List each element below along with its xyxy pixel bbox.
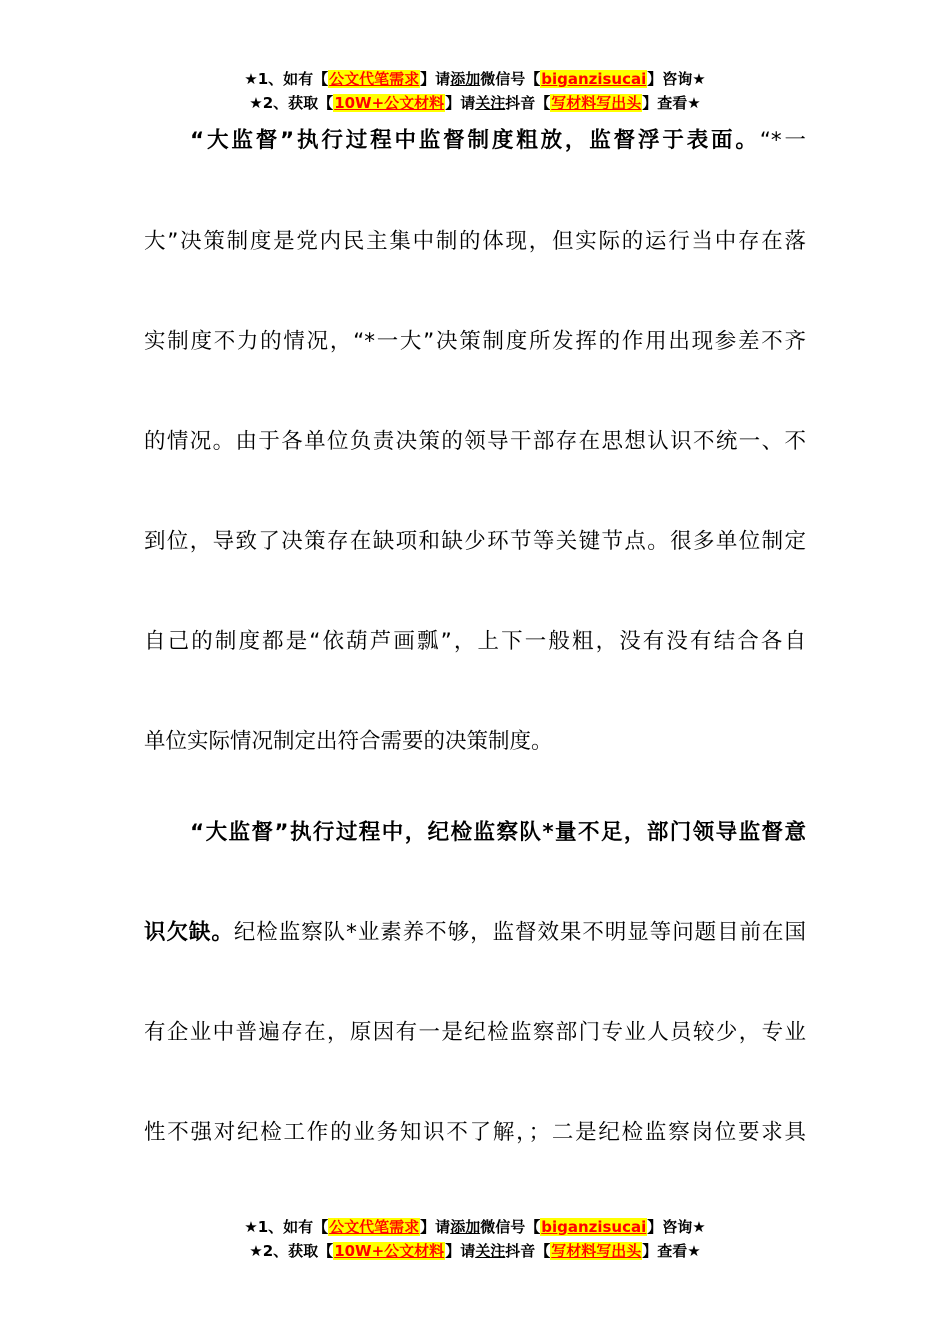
banner-underline: 添加 — [450, 70, 481, 88]
banner-text: 】请 — [420, 1218, 451, 1236]
banner-highlight-service: 公文代笔需求 — [329, 1218, 420, 1236]
banner-text: 】请 — [445, 1242, 476, 1260]
paragraph-1-line-7: 单位实际情况制定出符合需要的决策制度。 — [144, 729, 553, 754]
banner-highlight-wechat: biganzisucai — [541, 1218, 647, 1236]
banner-line-2 — [0, 91, 950, 115]
paragraph-text: “*一 — [759, 128, 806, 153]
banner-line-1 — [0, 1215, 950, 1239]
banner-text: ★2、获取【 — [249, 94, 334, 112]
paragraph-text: 纪检监察队*业素养不够，监督效果不明显等问题目前在国 — [233, 920, 806, 945]
banner-highlight-douyin: 写材料写出头 — [551, 1242, 642, 1260]
paragraph-heading: “大监督”执行过程中监督制度粗放，监督浮于表面。 — [190, 128, 760, 153]
banner-text: 微信号【 — [480, 70, 541, 88]
banner-text: 】查看★ — [642, 94, 701, 112]
paragraph-1-line-3: 实制度不力的情况，“*一大”决策制度所发挥的作用出现参差不齐 — [144, 329, 806, 354]
banner-line-1 — [0, 67, 950, 91]
banner-text: ★1、如有【 — [244, 1218, 329, 1236]
banner-line-2 — [0, 1239, 950, 1263]
banner-underline: 关注 — [475, 94, 506, 112]
banner-text: 】请 — [445, 94, 476, 112]
paragraph-1-line-4: 的情况。由于各单位负责决策的领导干部存在思想认识不统一、不 — [144, 429, 806, 454]
banner-text: 】咨询★ — [647, 70, 706, 88]
banner-highlight-materials: 10W+公文材料 — [334, 1242, 445, 1260]
banner-highlight-materials: 10W+公文材料 — [334, 94, 445, 112]
banner-text: 】请 — [420, 70, 451, 88]
banner-text: 抖音【 — [505, 1242, 551, 1260]
paragraph-1-line-5: 到位，导致了决策存在缺项和缺少环节等关键节点。很多单位制定 — [144, 529, 806, 554]
banner-underline: 关注 — [475, 1242, 506, 1260]
paragraph-heading: 识欠缺。 — [144, 920, 234, 945]
banner-text: 抖音【 — [505, 94, 551, 112]
footer-banner — [0, 1215, 950, 1263]
paragraph-1-line-6: 自己的制度都是“依葫芦画瓢”，上下一般粗，没有没有结合各自 — [144, 629, 806, 654]
paragraph-2-line-1: “大监督”执行过程中，纪检监察队*量不足，部门领导监督意 — [190, 820, 806, 845]
banner-text: 】查看★ — [642, 1242, 701, 1260]
header-banner — [0, 67, 950, 115]
banner-text: ★1、如有【 — [244, 70, 329, 88]
banner-highlight-service: 公文代笔需求 — [329, 70, 420, 88]
banner-text: 】咨询★ — [647, 1218, 706, 1236]
banner-text: 微信号【 — [480, 1218, 541, 1236]
paragraph-1-line-1 — [190, 126, 806, 156]
paragraph-2-line-3: 有企业中普遍存在，原因有一是纪检监察部门专业人员较少，专业 — [144, 1020, 806, 1045]
paragraph-2-line-2 — [144, 918, 806, 948]
paragraph-2-line-4: 性不强对纪检工作的业务知识不了解，；二是纪检监察岗位要求具 — [144, 1120, 806, 1145]
banner-highlight-wechat: biganzisucai — [541, 70, 647, 88]
banner-highlight-douyin: 写材料写出头 — [551, 94, 642, 112]
banner-underline: 添加 — [450, 1218, 481, 1236]
banner-text: ★2、获取【 — [249, 1242, 334, 1260]
paragraph-1-line-2: 大”决策制度是党内民主集中制的体现，但实际的运行当中存在落 — [144, 229, 806, 254]
